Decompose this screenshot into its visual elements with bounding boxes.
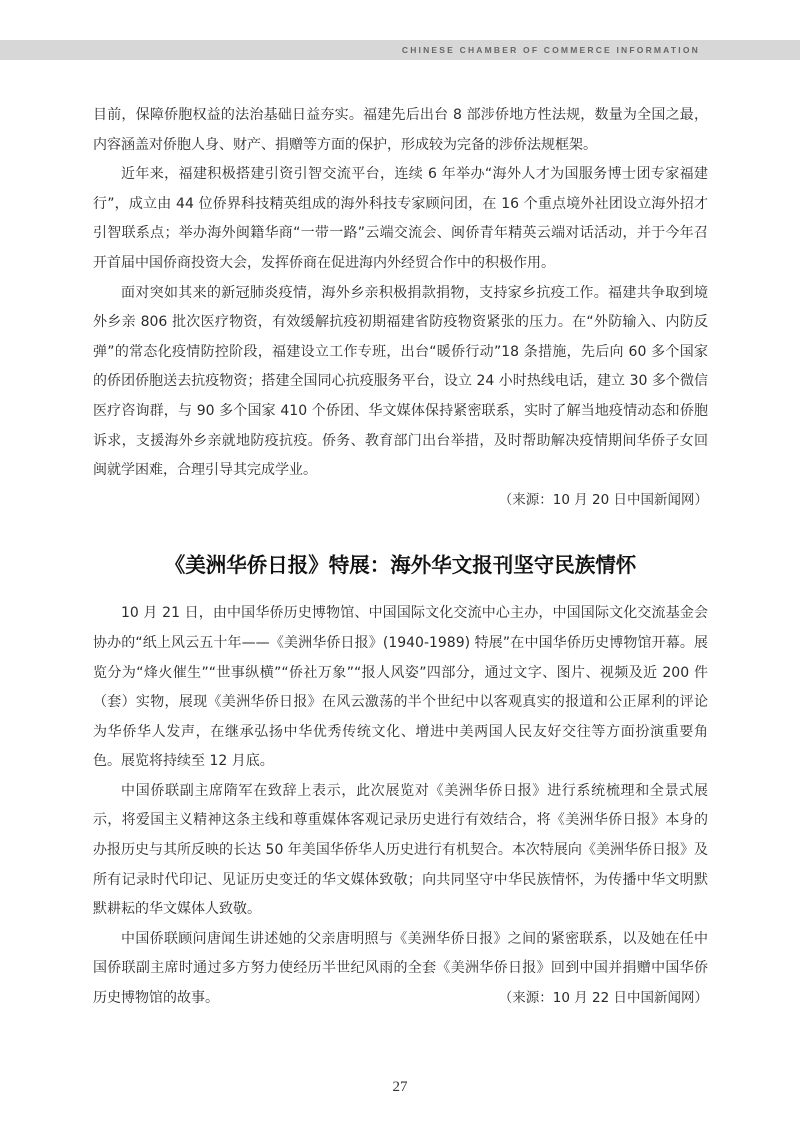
page-number: 27 bbox=[392, 1079, 408, 1095]
article2-paragraph-2: 中国侨联副主席隋军在致辞上表示，此次展览对《美洲华侨日报》进行系统梳理和全景式展示，将爱国主义精神这条主线和尊重媒体客观记录历史进行有效结合，将《美洲华侨日报》本身的办报历史与其所反映的长达 50 年美国华侨华人历史进行有机契合。本次特展向《美洲华侨日报》及所有记录时代印记、见证历史变迁的华文媒体致敬；向共同坚守中华民族情怀，为传播中华文明默默耕耘的华文媒体人致敬。 bbox=[93, 782, 708, 918]
article2-paragraph-1: 10 月 21 日，由中国华侨历史博物馆、中国国际文化交流中心主办，中国国际文化交流基金会协办的“纸上风云五十年——《美洲华侨日报》(1940-1989) 特展”在中国华侨历史博物馆开幕。展览分为“烽火催生”“世事纵横”“侨社万象”“报人风姿”四部分，通过文字、图片、视频及近 200 件（套）实物，展现《美洲华侨日报》在风云激荡的半个世纪中以客观真实的报道和公正犀利的评论为华侨华人发声，在继承弘扬中华优秀传统文化、增进中美两国人民友好交往等方面扮演重要角色。展览将持续至 12 月底。 bbox=[93, 605, 708, 770]
article2-title: 《美洲华侨日报》特展：海外华文报刊坚守民族情怀 bbox=[164, 553, 637, 578]
article1-paragraph-3: 面对突如其来的新冠肺炎疫情，海外乡亲积极捐款捐物，支持家乡抗疫工作。福建共争取到境外乡亲 806 批次医疗物资，有效缓解抗疫初期福建省防疫物资紧张的压力。在“外防输入、内防反弹”的常态化疫情防控阶段，福建设立工作专班，出台“暖侨行动”18 条措施，先后向 60 多个国家的侨团侨胞送去抗疫物资；搭建全国同心抗疫服务平台，设立 24 小时热线电话，建立 30 多个微信医疗咨询群，与 90 多个国家 410 个侨团、华文媒体保持紧密联系，实时了解当地疫情动态和侨胞诉求，支援海外乡亲就地防疫抗疫。侨务、教育部门出台举措，及时帮助解决疫情期间华侨子女回闽就学困难，合理引导其完成学业。 bbox=[93, 284, 708, 479]
article2-source: （来源：10 月 22 日中国新闻网） bbox=[498, 990, 708, 1007]
running-header: CHINESE CHAMBER OF COMMERCE INFORMATION bbox=[401, 45, 700, 55]
article2-paragraph-3-text: 中国侨联顾问唐闻生讲述她的父亲唐明照与《美洲华侨日报》之间的紧密联系，以及她在任中国侨联副主席时通过多方努力使经历半世纪风雨的全套《美洲华侨日报》回到中国并捐赠中国华侨历史博物馆的故事。 bbox=[93, 930, 708, 1007]
article1-paragraph-1: 目前，保障侨胞权益的法治基础日益夯实。福建先后出台 8 部涉侨地方性法规，数量为全国之最，内容涵盖对侨胞人身、财产、捐赠等方面的保护，形成较为完备的涉侨法规框架。 bbox=[93, 107, 708, 153]
article1-source: （来源：10 月 20 日中国新闻网） bbox=[498, 491, 708, 508]
article1-paragraph-2: 近年来，福建积极搭建引资引智交流平台，连续 6 年举办“海外人才为国服务博士团专家福建行”，成立由 44 位侨界科技精英组成的海外科技专家顾问团，在 16 个重点境外社团设立海外招才引智联系点；举办海外闽籍华商“一带一路”云端交流会、闽侨青年精英云端对话活动，并于今年召开首届中国侨商投资大会，发挥侨商在促进海内外经贸合作中的积极作用。 bbox=[93, 166, 708, 271]
header-band bbox=[0, 40, 800, 60]
article2-paragraph-3 bbox=[93, 925, 708, 1014]
page-content bbox=[93, 101, 708, 1014]
